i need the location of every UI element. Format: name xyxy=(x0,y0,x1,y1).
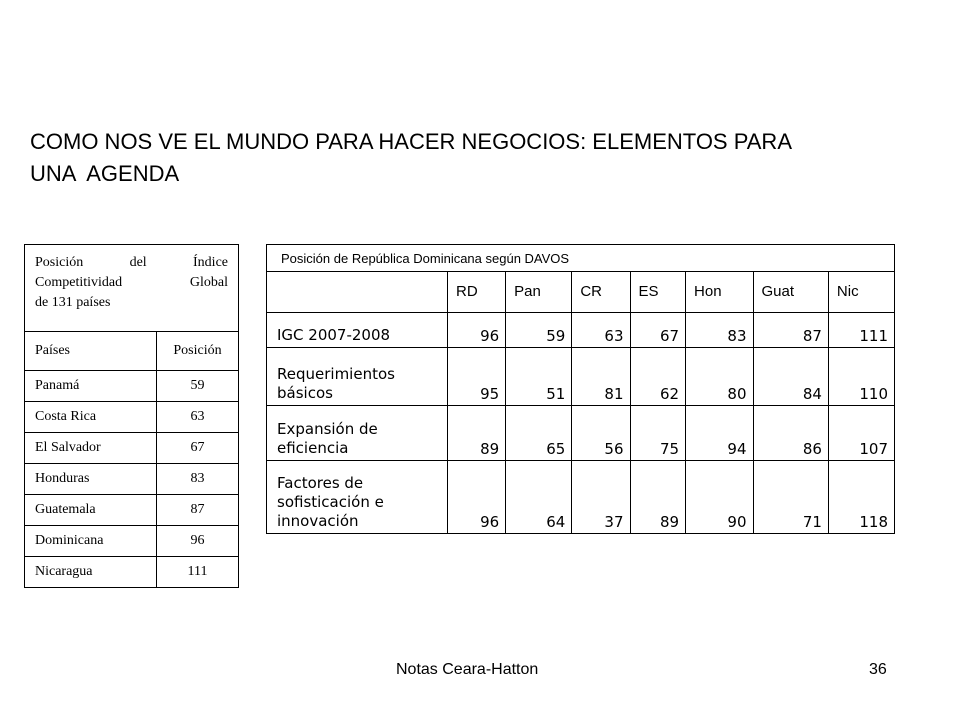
table-row xyxy=(25,495,239,526)
header-cr: CR xyxy=(572,272,630,313)
value-cell: 59 xyxy=(506,313,572,348)
position-cell: 63 xyxy=(157,402,239,433)
value-cell: 62 xyxy=(630,348,686,406)
value-cell: 64 xyxy=(506,461,572,534)
country-cell: El Salvador xyxy=(25,433,157,464)
value-cell: 37 xyxy=(572,461,630,534)
header-empty xyxy=(267,272,448,313)
position-cell: 87 xyxy=(157,495,239,526)
title-line-2: UNA AGENDA xyxy=(30,161,180,186)
country-cell: Nicaragua xyxy=(25,557,157,588)
header-nic: Nic xyxy=(828,272,894,313)
left-table-caption xyxy=(25,245,239,332)
country-cell: Honduras xyxy=(25,464,157,495)
caption-line: de 131 países xyxy=(35,295,111,310)
header-es: ES xyxy=(630,272,686,313)
value-cell: 56 xyxy=(572,406,630,461)
table-row xyxy=(267,348,895,406)
row-label: Requerimientos básicos xyxy=(267,348,448,406)
table-row xyxy=(25,433,239,464)
footer-notes: Notas Ceara-Hatton xyxy=(396,661,539,678)
value-cell: 118 xyxy=(828,461,894,534)
row-label: IGC 2007-2008 xyxy=(267,313,448,348)
value-cell: 95 xyxy=(448,348,506,406)
value-cell: 86 xyxy=(753,406,828,461)
position-cell: 83 xyxy=(157,464,239,495)
header-pan: Pan xyxy=(506,272,572,313)
header-countries: Países xyxy=(25,332,157,371)
value-cell: 63 xyxy=(572,313,630,348)
value-cell: 87 xyxy=(753,313,828,348)
header-guat: Guat xyxy=(753,272,828,313)
value-cell: 80 xyxy=(686,348,753,406)
row-label: Factores de sofisticación e innovación xyxy=(267,461,448,534)
country-cell: Dominicana xyxy=(25,526,157,557)
global-competitiveness-table xyxy=(24,244,239,588)
value-cell: 75 xyxy=(630,406,686,461)
position-cell: 67 xyxy=(157,433,239,464)
value-cell: 67 xyxy=(630,313,686,348)
title-line-1: COMO NOS VE EL MUNDO PARA HACER NEGOCIOS: ELEMENTOS PARA xyxy=(30,129,792,154)
value-cell: 65 xyxy=(506,406,572,461)
davos-position-table xyxy=(266,244,895,534)
value-cell: 90 xyxy=(686,461,753,534)
caption-line: Competitividad Global xyxy=(35,275,228,290)
value-cell: 110 xyxy=(828,348,894,406)
value-cell: 96 xyxy=(448,313,506,348)
table-row xyxy=(25,557,239,588)
country-cell: Panamá xyxy=(25,371,157,402)
header-hon: Hon xyxy=(686,272,753,313)
position-cell: 111 xyxy=(157,557,239,588)
row-label: Expansión de eficiencia xyxy=(267,406,448,461)
table-row xyxy=(267,313,895,348)
right-table-caption: Posición de República Dominicana según DAVOS xyxy=(267,245,895,272)
value-cell: 51 xyxy=(506,348,572,406)
country-cell: Guatemala xyxy=(25,495,157,526)
country-cell: Costa Rica xyxy=(25,402,157,433)
value-cell: 111 xyxy=(828,313,894,348)
value-cell: 89 xyxy=(630,461,686,534)
value-cell: 81 xyxy=(572,348,630,406)
value-cell: 107 xyxy=(828,406,894,461)
caption-line: Posición del Índice xyxy=(35,255,228,270)
table-row xyxy=(25,526,239,557)
header-row xyxy=(267,272,895,313)
value-cell: 89 xyxy=(448,406,506,461)
table-row xyxy=(25,464,239,495)
table-row xyxy=(25,371,239,402)
header-position: Posición xyxy=(157,332,239,371)
slide-title xyxy=(30,126,890,190)
table-row xyxy=(267,461,895,534)
position-cell: 96 xyxy=(157,526,239,557)
table-row xyxy=(267,406,895,461)
value-cell: 84 xyxy=(753,348,828,406)
table-row xyxy=(25,402,239,433)
value-cell: 96 xyxy=(448,461,506,534)
header-rd: RD xyxy=(448,272,506,313)
value-cell: 71 xyxy=(753,461,828,534)
position-cell: 59 xyxy=(157,371,239,402)
value-cell: 83 xyxy=(686,313,753,348)
page-number: 36 xyxy=(869,661,887,678)
value-cell: 94 xyxy=(686,406,753,461)
